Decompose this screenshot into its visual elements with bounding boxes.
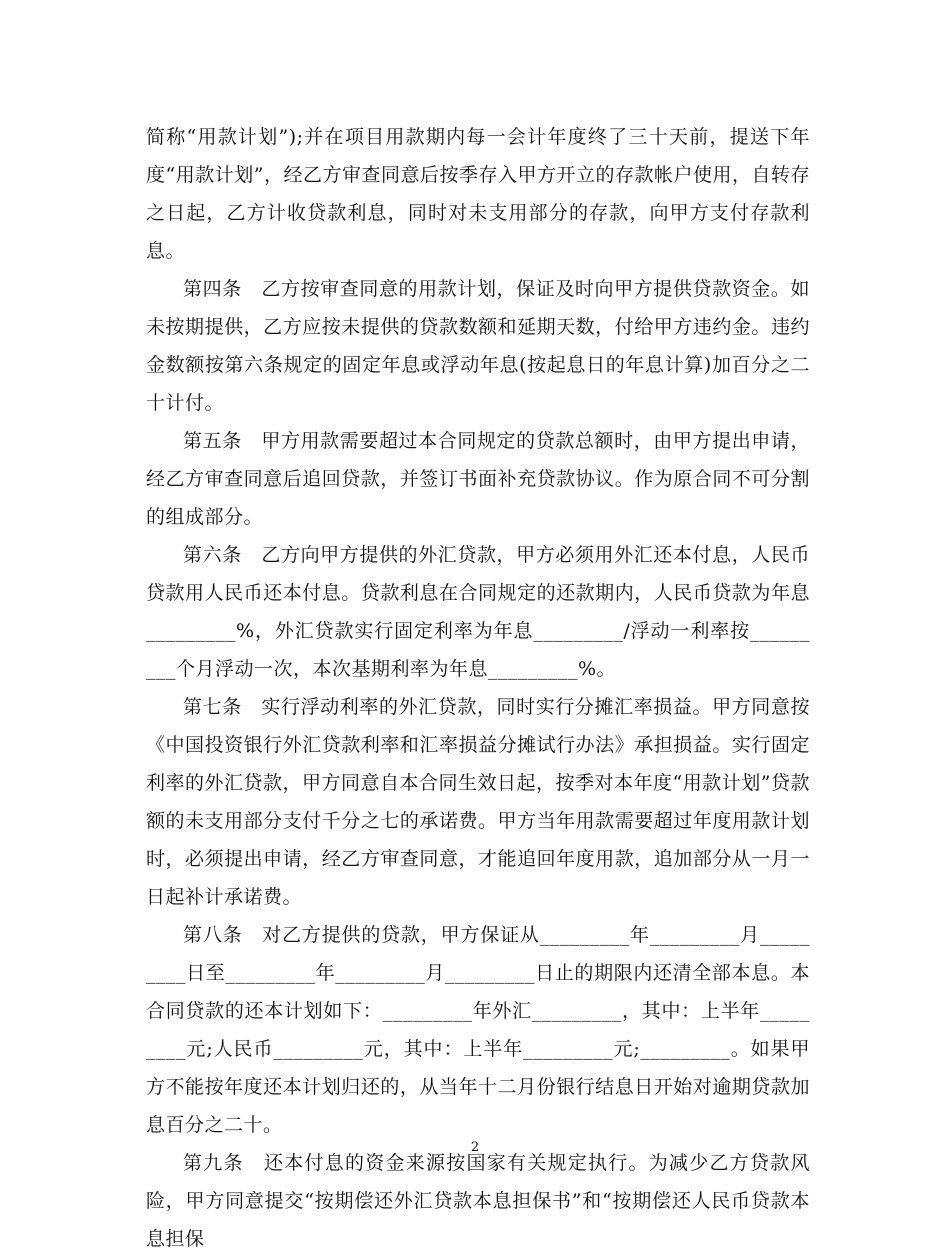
paragraph-article-7: 第七条 实行浮动利率的外汇贷款，同时实行分摊汇率损益。甲方同意按《中国投资银行外汇贷款利率和汇率损益分摊试行办法》承担损益。实行固定利率的外汇贷款，甲方同意自本合同生效日起，按季对本年度“用款计划”贷款额的未支用部分支付千分之七的承诺费。甲方当年用款需要超过年度用款计划时，必须提出申请，经乙方审查同意，才能追回年度用款，追加部分从一月一日起补计承诺费。 [146, 696, 810, 908]
paragraph-article-4: 第四条 乙方按审查同意的用款计划，保证及时向甲方提供贷款资金。如未按期提供，乙方应按未提供的贷款数额和延期天数，付给甲方违约金。违约金数额按第六条规定的固定年息或浮动年息(按起息日的年息计算)加百分之二十计付。 [146, 278, 810, 414]
page-number: 2 [470, 1140, 480, 1155]
paragraph-continuation: 简称“用款计划”);并在项目用款期内每一会计年度终了三十天前，提送下年度“用款计划”，经乙方审查同意后按季存入甲方开立的存款帐户使用，自转存之日起，乙方计收贷款利息，同时对未支用部分的存款，向甲方支付存款利息。 [146, 126, 810, 262]
paragraph-article-5: 第五条 甲方用款需要超过本合同规定的贷款总额时，由甲方提出申请，经乙方审查同意后追回贷款，并签订书面补充贷款协议。作为原合同不可分割的组成部分。 [146, 430, 810, 528]
paragraph-article-6: 第六条 乙方向甲方提供的外汇贷款，甲方必须用外汇还本付息，人民币贷款用人民币还本付息。贷款利息在合同规定的还款期内，人民币贷款为年息_________%，外汇贷款实行固定利率为年息_________/浮动一利率按_________个月浮动一次，本次基期利率为年息_________%。 [146, 544, 810, 680]
paragraph-article-8: 第八条 对乙方提供的贷款，甲方保证从_________年_________月_________日至_________年_________月_________日止的期限内还清全部本息。本合同贷款的还本计划如下：_________年外汇_________，其中：上半年_________元;人民币_________元，其中：上半年_________元;_________。如果甲方不能按年度还本计划归还的，从当年十二月份银行结息日开始对逾期贷款加息百分之二十。 [146, 924, 810, 1136]
contract-body [146, 118, 810, 1258]
paragraph-article-9: 第九条 还本付息的资金来源按国家有关规定执行。为减少乙方贷款风险，甲方同意提交“按期偿还外汇贷款本息担保书”和“按期偿还人民币贷款本息担保 [146, 1152, 810, 1250]
